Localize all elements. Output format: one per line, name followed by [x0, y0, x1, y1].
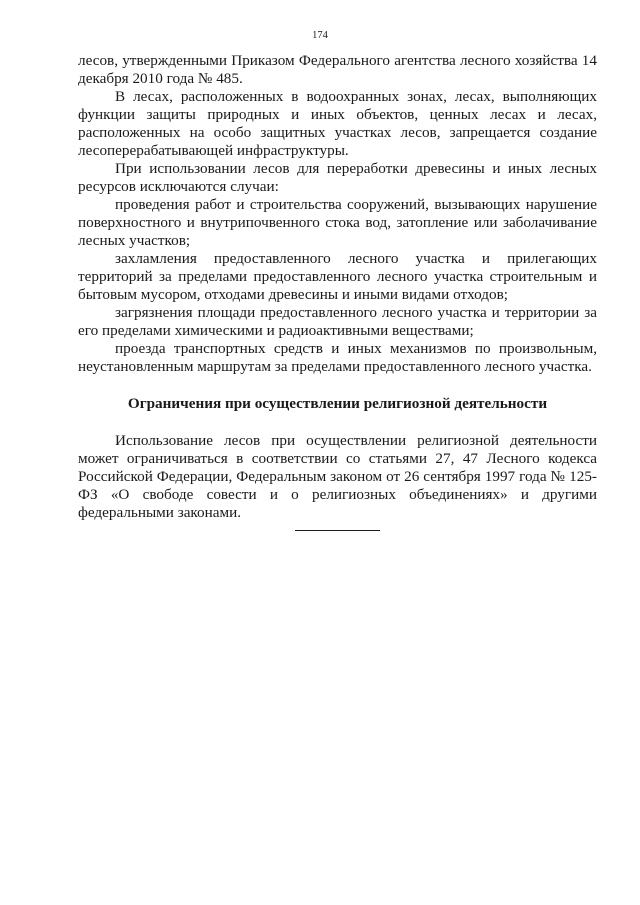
paragraph-continuation: лесов, утвержденными Приказом Федерального агентства лесного хозяйства 14 декабря 2010 года № 485.: [78, 52, 597, 87]
list-item-pollution: загрязнения площади предоставленного лесного участка и территории за его пределами химическими и радиоактивными веществами;: [78, 304, 597, 339]
end-divider-line: [295, 530, 380, 531]
page-number: 174: [312, 30, 328, 41]
section-heading-religious-activity: Ограничения при осуществлении религиозной деятельности: [127, 395, 548, 412]
list-item-construction-works: проведения работ и строительства сооружений, вызывающих нарушение поверхностного и внутрипочвенного стока вод, затопление или заболачивание лесных участков;: [78, 196, 597, 249]
paragraph-religious-activity: Использование лесов при осуществлении религиозной деятельности может ограничиваться в соответствии со статьями 27, 47 Лесного кодекса Российской Федерации, Федеральным законом от 26 сентября 1997 года № 125-ФЗ «О свободе совести и о религиозных объединениях» и другими федеральными законами.: [78, 432, 597, 521]
list-item-vehicle-passage: проезда транспортных средств и иных механизмов по произвольным, неустановленным маршрутам за пределами предоставленного лесного участка.: [78, 340, 597, 375]
page-content: [78, 52, 597, 531]
paragraph-water-protection-zones: В лесах, расположенных в водоохранных зонах, лесах, выполняющих функции защиты природных и иных объектов, ценных лесах и лесах, расположенных на особо защитных участках лесов, запрещается создание лесоперерабатывающей инфраструктуры.: [78, 88, 597, 159]
list-item-littering: захламления предоставленного лесного участка и прилегающих территорий за пределами предоставленного лесного участка строительным и бытовым мусором, отходами древесины и иными видами отходов;: [78, 250, 597, 303]
paragraph-excluded-cases-intro: При использовании лесов для переработки древесины и иных лесных ресурсов исключаются случаи:: [78, 160, 597, 195]
